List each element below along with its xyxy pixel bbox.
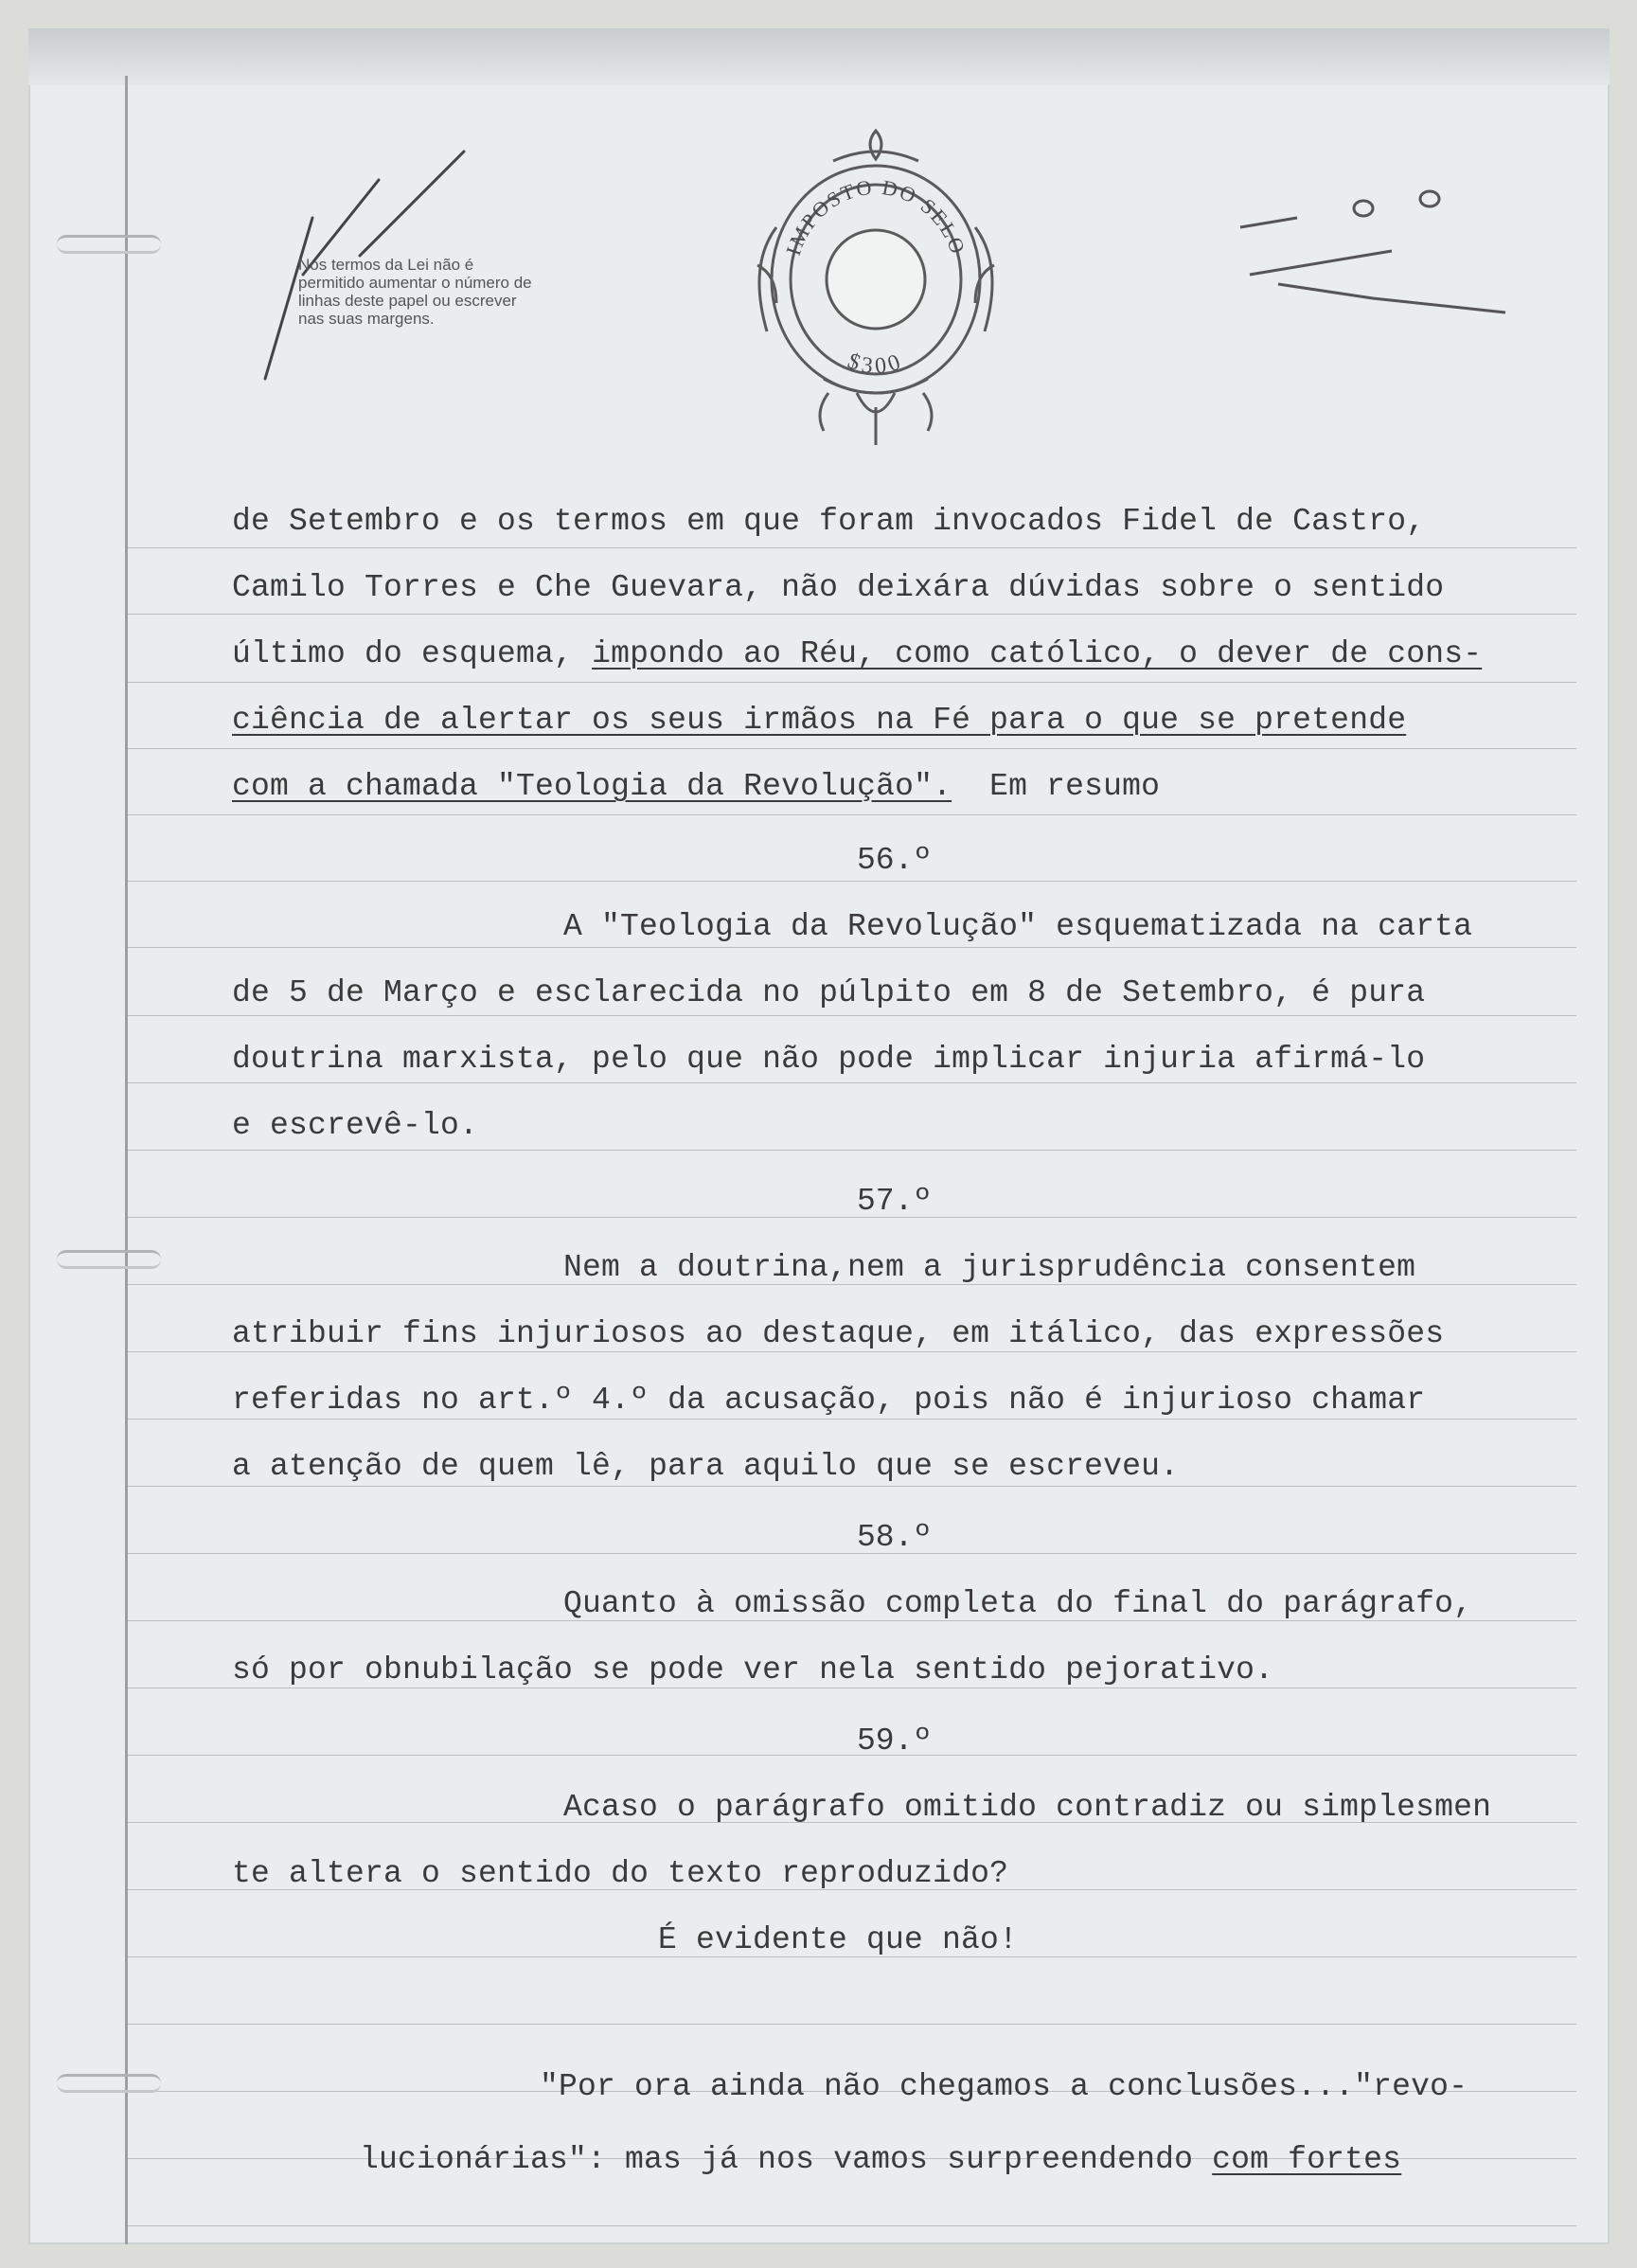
seal-value: $300 — [844, 348, 908, 380]
body-line: "Por ora ainda não chegamos a conclusões..."revo- — [540, 2069, 1468, 2104]
ruled-line — [128, 1082, 1576, 1083]
section-number: 57.º — [857, 1184, 933, 1219]
ruled-line — [128, 547, 1576, 548]
ruled-line — [128, 1755, 1576, 1756]
stamp-seal-icon — [738, 123, 1013, 450]
body-line — [232, 636, 1482, 671]
ruled-line — [128, 881, 1576, 882]
body-line — [232, 703, 1406, 738]
section-number: 58.º — [857, 1520, 933, 1555]
underlined-text: impondo ao Réu, como católico, o dever de cons- — [592, 636, 1483, 671]
body-line — [360, 2142, 1401, 2177]
body-line: Quanto à omissão completa do final do parágrafo, — [563, 1586, 1473, 1621]
body-line: Camilo Torres e Che Guevara, não deixára dúvidas sobre o sentido — [232, 570, 1445, 605]
body-line: referidas no art.º 4.º da acusação, pois não é injurioso chamar — [232, 1383, 1426, 1418]
body-line: a atenção de quem lê, para aquilo que se escreveu. — [232, 1449, 1180, 1484]
handwritten-corner-mark — [1221, 180, 1534, 322]
section-number: 56.º — [857, 843, 933, 878]
binder-hole — [57, 2074, 161, 2093]
underlined-text: com a chamada "Teologia da Revolução". — [232, 769, 952, 804]
body-line: atribuir fins injuriosos ao destaque, em itálico, das expressões — [232, 1316, 1445, 1351]
ruled-line — [128, 1150, 1576, 1151]
underlined-text: com fortes — [1212, 2142, 1402, 2177]
body-line: Acaso o parágrafo omitido contradiz ou simplesmen — [563, 1790, 1492, 1825]
scan-top-edge — [28, 28, 1610, 85]
body-line: Nem a doutrina,nem a jurisprudência consentem — [563, 1250, 1416, 1285]
ruled-line — [128, 748, 1576, 749]
body-line: A "Teologia da Revolução" esquematizada na carta — [563, 909, 1473, 944]
ruled-line — [128, 2024, 1576, 2025]
binder-hole — [57, 1250, 161, 1269]
body-line: e escrevê-lo. — [232, 1108, 479, 1143]
ruled-line — [128, 614, 1576, 615]
seal-text: IMPOSTO DO SELO — [780, 174, 971, 259]
body-line: doutrina marxista, pelo que não pode implicar injuria afirmá-lo — [232, 1042, 1426, 1077]
body-text: Em resumo — [952, 769, 1161, 804]
ruled-line — [128, 1015, 1576, 1016]
ruled-line — [128, 814, 1576, 815]
section-number: 59.º — [857, 1723, 933, 1759]
body-line: só por obnubilação se pode ver nela sentido pejorativo. — [232, 1652, 1274, 1688]
ruled-line — [128, 682, 1576, 683]
body-line: de 5 de Março e esclarecida no púlpito em 8 de Setembro, é pura — [232, 975, 1426, 1010]
ruled-line — [128, 1217, 1576, 1218]
body-line: É evidente que não! — [658, 1922, 1019, 1957]
body-line: te altera o sentido do texto reproduzido? — [232, 1856, 1009, 1891]
law-notice: Nos termos da Lei não é permitido aumentar o número de linhas deste papel ou escrever nas suas margens. — [298, 256, 532, 328]
ruled-line — [128, 1553, 1576, 1554]
binder-hole — [57, 235, 161, 254]
ruled-line — [128, 1419, 1576, 1420]
underlined-text: ciência de alertar os seus irmãos na Fé para o que se pretende — [232, 703, 1407, 738]
ruled-line — [128, 1486, 1576, 1487]
ruled-line — [128, 947, 1576, 948]
body-text: lucionárias": mas já nos vamos surpreendendo — [360, 2142, 1213, 2177]
body-line: de Setembro e os termos em que foram invocados Fidel de Castro, — [232, 504, 1426, 539]
body-line — [232, 769, 1160, 804]
left-margin-rule — [125, 76, 128, 2244]
ruled-line — [128, 2225, 1576, 2226]
ruled-line — [128, 1351, 1576, 1352]
body-text: último do esquema, — [232, 636, 593, 671]
